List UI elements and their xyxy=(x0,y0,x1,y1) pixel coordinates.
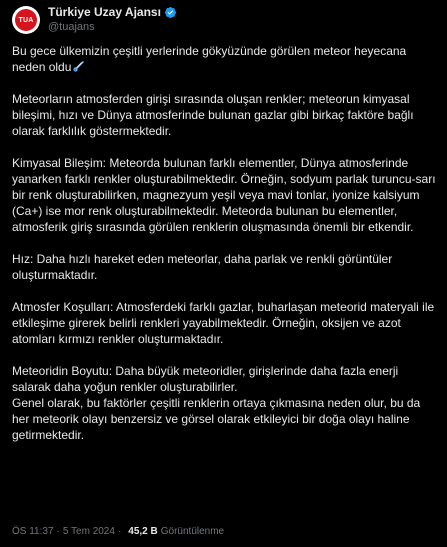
tweet-date[interactable]: 5 Tem 2024 xyxy=(62,526,115,537)
views-label: Görüntülenme xyxy=(160,526,225,537)
tweet-meta xyxy=(12,526,224,537)
meta-separator: · xyxy=(117,526,122,537)
tweet-time[interactable]: ÖS 11:37 xyxy=(12,526,54,537)
tweet-paragraph: Meteoridin Boyutu: Daha büyük meteoridler, girişlerinde daha fazla enerji salarak daha yoğun renkler oluşturabilirler. xyxy=(12,364,399,394)
account-handle[interactable]: @tuajans xyxy=(48,21,95,33)
tweet-paragraph-text: Bu gece ülkemizin çeşitli yerlerinde gökyüzünde görülen meteor heyecana neden oldu xyxy=(12,44,407,74)
tweet-paragraph: Meteorların atmosferden girişi sırasında oluşan renkler; meteorun kimyasal bileşimi, hızı ve Dünya atmosferinde bulunan gazlar gibi birkaç faktöre bağlı olarak farklılık göstermektedir. xyxy=(12,92,414,138)
meta-separator: · xyxy=(56,526,60,537)
tweet-text xyxy=(12,43,438,443)
tweet-paragraph: Atmosfer Koşulları: Atmosferdeki farklı gazlar, buharlaşan meteorid materyali ile etkileşime girerek belirli renkleri yayabilmektedir. Örneğin, oksijen ve azot atomları kırmızı renkler oluşturmaktadır. xyxy=(12,300,435,346)
comet-icon xyxy=(72,61,84,73)
tua-logo: TUA xyxy=(15,9,37,31)
tweet-paragraph xyxy=(12,43,438,75)
tweet-paragraph: Kimyasal Bileşim: Meteorda bulunan farklı elementler, Dünya atmosferinde yanarken farklı renkler oluşturabilmektedir. Örneğin, sodyum parlak turuncu-sarı bir renk oluşturabilirken, magnezyum yeşil veya mavi tonlar, iyonize kalsiyum (Ca+) ise mor renk oluşturabilmektedir. Meteorda bulunan bu elementler, atmosferik giriş sırasında görülen renklerin oluşmasında önemli bir etkendir. xyxy=(12,156,436,234)
verified-badge-icon xyxy=(164,6,177,19)
tweet-paragraph: Genel olarak, bu faktörler çeşitli renklerin ortaya çıkmasına neden olur, bu da her meteorik olayı benzersiz ve görsel olarak etkileyici bir doğa olayı haline getirmektedir. xyxy=(12,396,421,442)
author-block xyxy=(48,4,177,33)
avatar[interactable] xyxy=(12,6,40,34)
name-row xyxy=(48,4,177,20)
tweet-paragraph: Hız: Daha hızlı hareket eden meteorlar, daha parlak ve renkli görüntüler oluşturmaktadır. xyxy=(12,252,393,282)
account-name[interactable]: Türkiye Uzay Ajansı xyxy=(48,5,161,19)
views-count: 45,2 B xyxy=(128,526,158,537)
